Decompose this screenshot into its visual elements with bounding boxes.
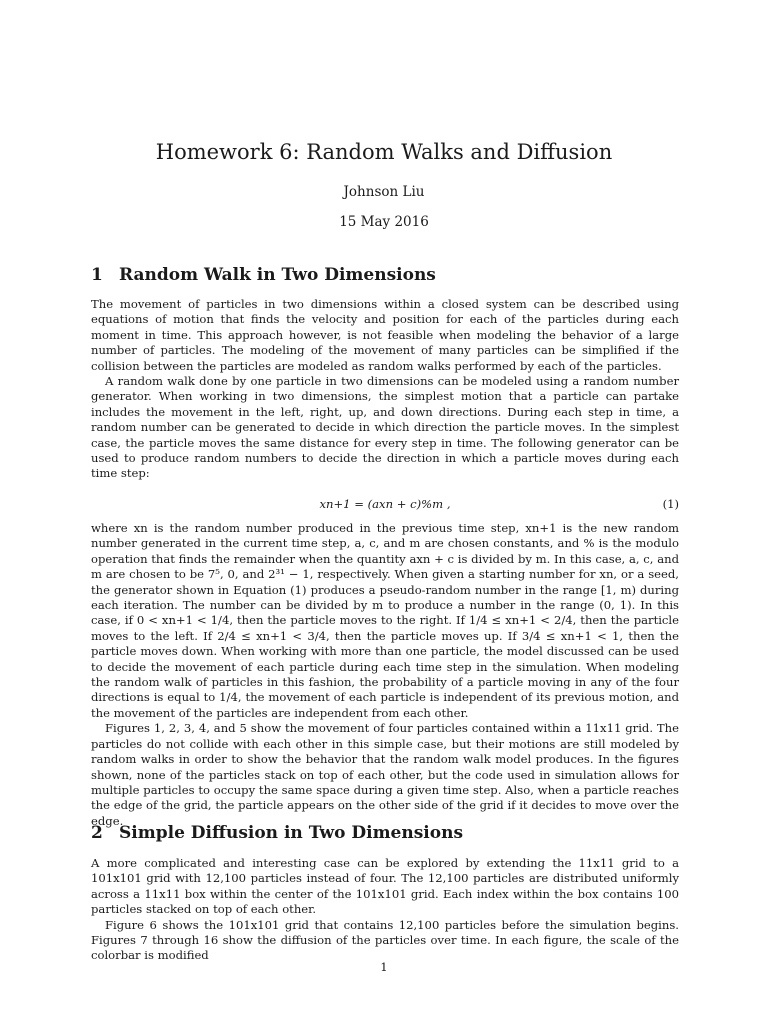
section-1-body-bottom bbox=[91, 521, 679, 829]
equation-1 bbox=[91, 497, 679, 513]
section-2-heading bbox=[91, 823, 463, 843]
page-number: 1 bbox=[380, 960, 388, 974]
author-name: Johnson Liu bbox=[343, 184, 425, 200]
publication-date: 15 May 2016 bbox=[339, 214, 429, 230]
paragraph: A random walk done by one particle in two dimensions can be modeled using a random number generator. When working in two dimensions, the simplest motion that a particle can partake includes the movement in the left, right, up, and down directions. During each step in time, a random number can be generated to decide in which direction the particle moves. In the simplest case, the particle moves the same distance for every step in time. The following generator can be used to produce random numbers to decide the direction in which a particle moves during each time step: bbox=[91, 374, 679, 481]
paragraph: Figures 1, 2, 3, 4, and 5 show the movement of four particles contained within a 11x11 grid. The particles do not collide with each other in this simple case, but their motions are still modeled by random walks in order to show the behavior that the random walk model produces. In the figures shown, none of the particles stack on top of each other, but the code used in simulation allows for multiple particles to occupy the same space during a given time step. Also, when a particle reaches the edge of the grid, the particle appears on the other side of the grid if it decides to move over the edge. bbox=[91, 721, 679, 828]
section-1-heading bbox=[91, 265, 436, 285]
paper-title: Homework 6: Random Walks and Diffusion bbox=[155, 140, 613, 164]
equation-expression: xn+1 = (axn + c)%m , bbox=[319, 497, 451, 511]
section-1-body-top bbox=[91, 297, 679, 482]
section-2-number: 2 bbox=[91, 823, 103, 843]
section-1-title: Random Walk in Two Dimensions bbox=[119, 265, 436, 285]
paragraph: A more complicated and interesting case can be explored by extending the 11x11 grid to a 101x101 grid with 12,100 particles instead of four. The 12,100 particles are distributed uniformly across a 11x11 box within the center of the 101x101 grid. Each index within the box contains 100 particles stacked on top of each other. bbox=[91, 856, 679, 917]
equation-number: (1) bbox=[662, 497, 679, 511]
paragraph: The movement of particles in two dimensions within a closed system can be described using equations of motion that finds the velocity and position for each of the particles during each moment in time. This approach however, is not feasible when modeling the behavior of a large number of particles. The modeling of the movement of many particles can be simplified if the collision between the particles are modeled as random walks performed by each of the particles. bbox=[91, 297, 679, 373]
paragraph: where xn is the random number produced in the previous time step, xn+1 is the new random number generated in the current time step, a, c, and m are chosen constants, and % is the modulo operation that finds the remainder when the quantity axn + c is divided by m. In this case, a, c, and m are chosen to be 7⁵, 0, and 2³¹ − 1, respectively. When given a starting number for xn, or a seed, the generator shown in Equation (1) produces a pseudo-random number in the range [1, m) during each iteration. The number can be divided by m to produce a number in the range (0, 1). In this case, if 0 < xn+1 < 1/4, then the particle moves to the right. If 1/4 ≤ xn+1 < 2/4, then the particle moves to the left. If 2/4 ≤ xn+1 < 3/4, then the particle moves up. If 3/4 ≤ xn+1 < 1, then the particle moves down. When working with more than one particle, the model discussed can be used to decide the movement of each particle during each time step in the simulation. When modeling the random walk of particles in this fashion, the probability of a particle moving in any of the four directions is equal to 1/4, the movement of each particle is independent of its previous motion, and the movement of the particles are independent from each other. bbox=[91, 521, 679, 720]
paragraph: Figure 6 shows the 101x101 grid that contains 12,100 particles before the simulation begins. Figures 7 through 16 show the diffusion of the particles over time. In each figure, the scale of the colorbar is modified bbox=[91, 917, 679, 963]
section-2-body bbox=[91, 856, 679, 964]
section-2-title: Simple Diffusion in Two Dimensions bbox=[119, 823, 464, 843]
section-1-number: 1 bbox=[91, 265, 103, 285]
